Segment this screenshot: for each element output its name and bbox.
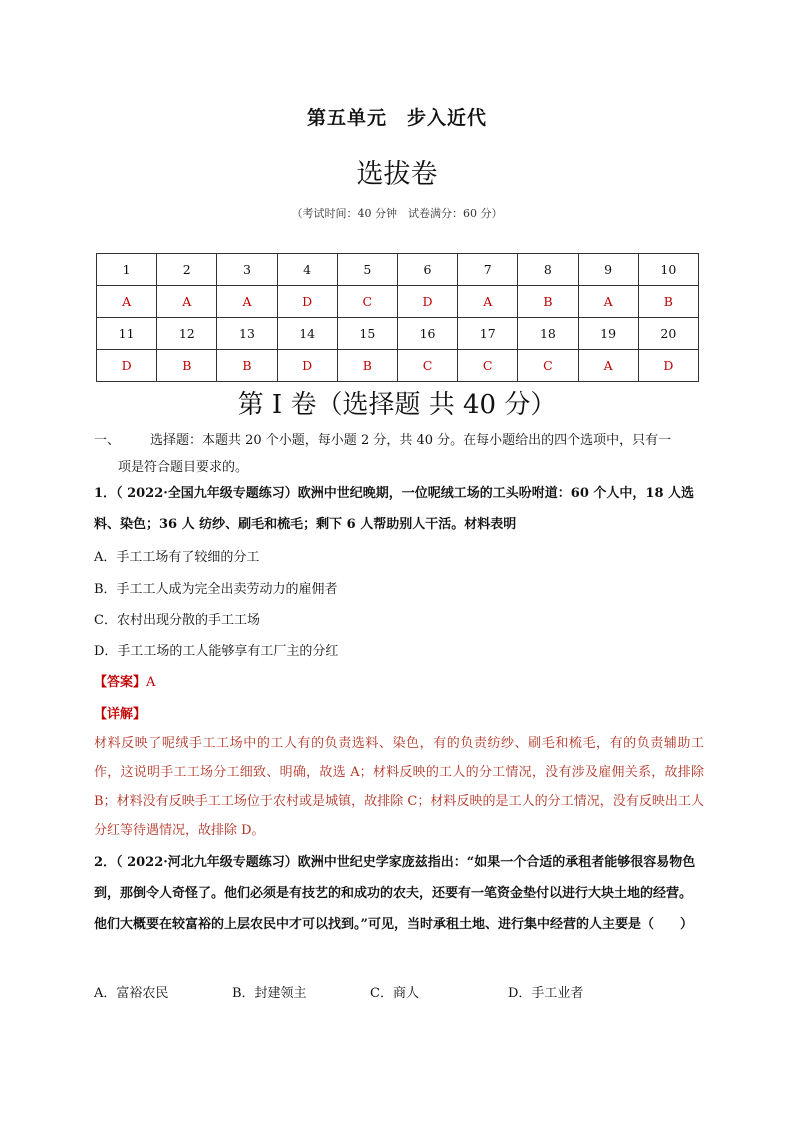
question-number-cell: 8 xyxy=(518,254,578,286)
question-number-cell: 9 xyxy=(578,254,638,286)
exam-info: （考试时间：40 分钟 试卷满分：60 分） xyxy=(291,207,503,220)
answer-cell: A xyxy=(458,286,518,318)
answer-cell: D xyxy=(277,286,337,318)
instruction-line-1: 选择题：本题共 20 个小题，每小题 2 分，共 40 分。在每小题给出的四个选项中，只有一 xyxy=(150,433,672,448)
question-number-cell: 1 xyxy=(97,254,157,286)
answer-cell: D xyxy=(397,286,457,318)
question-2-option-b: B．封建领主 xyxy=(232,986,307,1001)
question-number-cell: 19 xyxy=(578,318,638,350)
question-2-stem: 2．（ 2022·河北九年级专题练习）欧洲中世纪史学家庞兹指出：“如果一个合适的承租者能够很容易物色到，那倒令人奇怪了。他们必须是有技艺的和成功的农夫，还要有一笔资金垫付以进行大块土地的经营。他们大概要在较富裕的上层农民中才可以找到。”可见，当时承租土地、进行集中经营的人主要是（ ） xyxy=(94,855,696,932)
question-number-cell: 3 xyxy=(217,254,277,286)
question-number-cell: 15 xyxy=(337,318,397,350)
question-1-option-b: B．手工工人成为完全出卖劳动力的雇佣者 xyxy=(94,582,338,597)
answer-cell: D xyxy=(97,350,157,382)
answer-cell: D xyxy=(277,350,337,382)
answer-cell: B xyxy=(518,286,578,318)
question-1-option-d: D．手工工场的工人能够享有工厂主的分红 xyxy=(94,644,339,659)
answer-cell: C xyxy=(458,350,518,382)
instruction-number: 一、 xyxy=(94,433,121,448)
answer-table-row-numbers-1 xyxy=(97,254,699,286)
question-number-cell: 7 xyxy=(458,254,518,286)
answer-cell: A xyxy=(157,286,217,318)
answer-cell: A xyxy=(97,286,157,318)
answer-cell: C xyxy=(518,350,578,382)
question-number-cell: 20 xyxy=(638,318,698,350)
question-2-option-a: A．富裕农民 xyxy=(94,986,169,1001)
answer-cell: D xyxy=(638,350,698,382)
answer-cell: A xyxy=(578,286,638,318)
explanation-label: 【详解】 xyxy=(94,707,147,722)
answer-cell: B xyxy=(638,286,698,318)
question-number-cell: 10 xyxy=(638,254,698,286)
question-2-option-d: D．手工业者 xyxy=(508,986,584,1001)
question-number-cell: 5 xyxy=(337,254,397,286)
question-number-cell: 18 xyxy=(518,318,578,350)
answer-value: A xyxy=(146,675,156,690)
answer-table-row-numbers-2 xyxy=(97,318,699,350)
section-heading: 第 I 卷（选择题 共 40 分） xyxy=(237,390,557,420)
answer-cell: B xyxy=(217,350,277,382)
answer-label: 【答案】 xyxy=(94,675,147,690)
unit-title: 第五单元 步入近代 xyxy=(306,107,487,129)
question-number-cell: 4 xyxy=(277,254,337,286)
question-1-answer xyxy=(94,671,155,690)
question-number-cell: 2 xyxy=(157,254,217,286)
answer-cell: B xyxy=(157,350,217,382)
question-number-cell: 14 xyxy=(277,318,337,350)
answer-table xyxy=(96,253,699,382)
section-instructions xyxy=(94,427,700,481)
question-number-cell: 16 xyxy=(397,318,457,350)
question-number-cell: 6 xyxy=(397,254,457,286)
question-number-cell: 13 xyxy=(217,318,277,350)
question-2-option-c: C．商人 xyxy=(370,986,419,1001)
question-1-stem: 1．（ 2022·全国九年级专题练习）欧洲中世纪晚期，一位呢绒工场的工头吩咐道：60 个人中，18 人选料、染色；36 人 纺纱、刷毛和梳毛；剩下 6 人帮助别人干活。材料表明 xyxy=(94,486,695,532)
question-1-option-a: A．手工工场有了较细的分工 xyxy=(94,550,260,565)
paper-title: 选拔卷 xyxy=(356,159,438,190)
question-number-cell: 17 xyxy=(458,318,518,350)
question-1-option-c: C．农村出现分散的手工工场 xyxy=(94,613,260,628)
question-1-explanation: 材料反映了呢绒手工工场中的工人有的负责选料、染色，有的负责纺纱、刷毛和梳毛，有的负责辅助工作，这说明手工工场分工细致、明确，故选 A；材料反映的工人的分工情况，没有涉及雇佣关系，故排除 B；材料没有反映手工工场位于农村或是城镇，故排除 C；材料反映的是工人的分工情况，没有反映出工人分红等待遇情况，故排除 D。 xyxy=(94,736,704,838)
answer-table-row-answers-1 xyxy=(97,286,699,318)
answer-cell: B xyxy=(337,350,397,382)
question-number-cell: 12 xyxy=(157,318,217,350)
answer-cell: A xyxy=(578,350,638,382)
instruction-line-2: 项是符合题目要求的。 xyxy=(118,460,249,475)
answer-cell: C xyxy=(397,350,457,382)
answer-table-row-answers-2 xyxy=(97,350,699,382)
answer-cell: C xyxy=(337,286,397,318)
answer-cell: A xyxy=(217,286,277,318)
question-number-cell: 11 xyxy=(97,318,157,350)
